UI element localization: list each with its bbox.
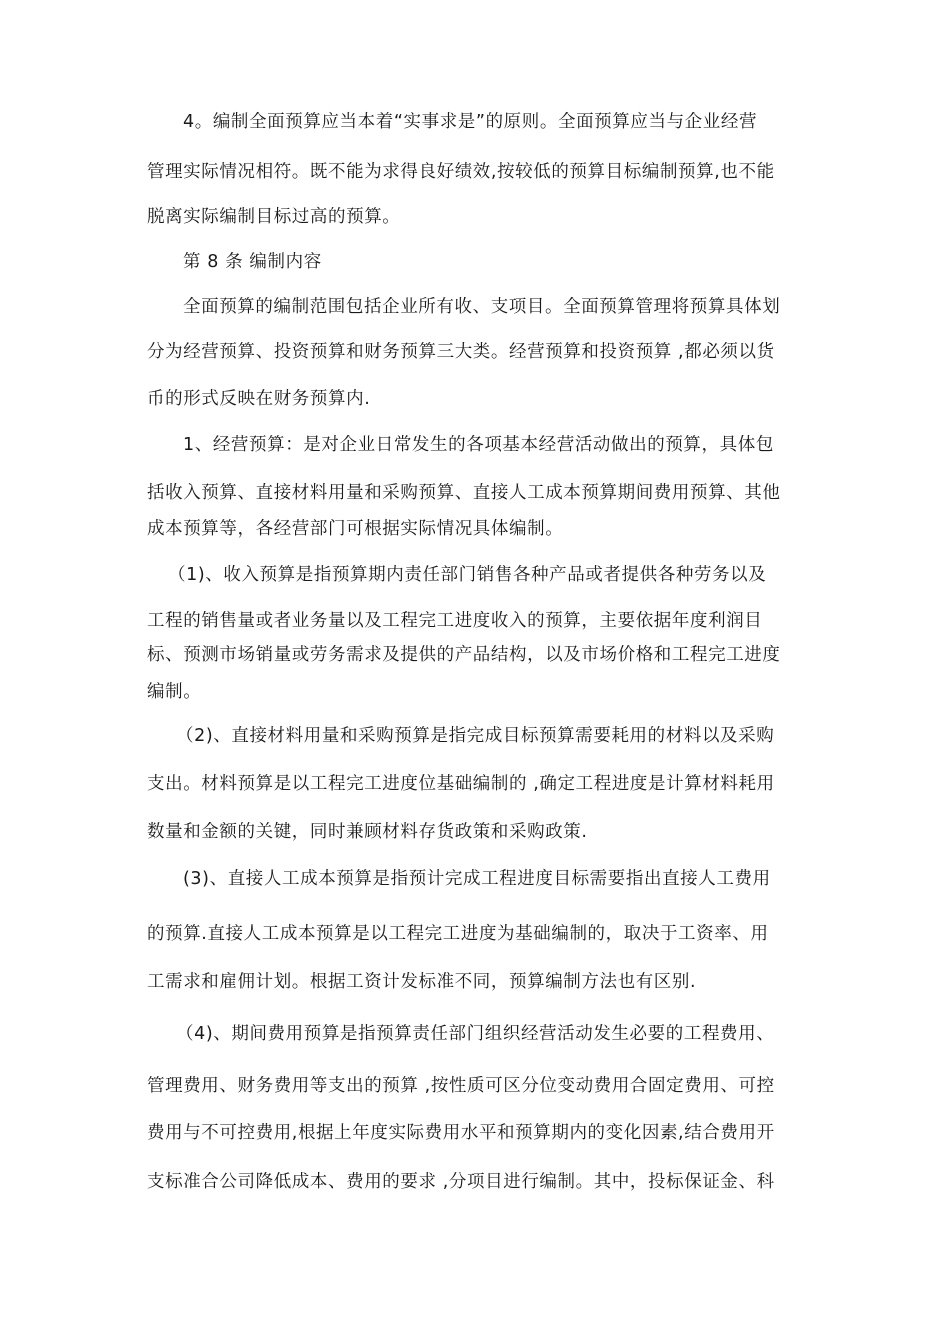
paragraph-line: 1、经营预算：是对企业日常发生的各项基本经营活动做出的预算，具体包: [183, 435, 774, 455]
paragraph-line: 括收入预算、直接材料用量和采购预算、直接人工成本预算期间费用预算、其他: [147, 483, 781, 503]
paragraph-line: 标、预测市场销量或劳务需求及提供的产品结构，以及市场价格和工程完工进度: [147, 645, 781, 665]
paragraph-line: 工程的销售量或者业务量以及工程完工进度收入的预算，主要依据年度利润目: [147, 611, 763, 631]
paragraph-line: (3)、直接人工成本预算是指预计完成工程进度目标需要指出直接人工费用: [183, 869, 771, 889]
paragraph-line: 成本预算等，各经营部门可根据实际情况具体编制。: [147, 519, 564, 539]
paragraph-line: 管理费用、财务费用等支出的预算 ,按性质可区分位变动费用合固定费用、可控: [147, 1076, 775, 1096]
paragraph-line: （2)、直接材料用量和采购预算是指完成目标预算需要耗用的材料以及采购: [176, 726, 775, 746]
paragraph-line: 脱离实际编制目标过高的预算。: [147, 207, 401, 227]
paragraph-line: 币的形式反映在财务预算内.: [147, 389, 371, 409]
paragraph-line: 分为经营预算、投资预算和财务预算三大类。经营预算和投资预算 ,都必须以货: [147, 342, 775, 362]
paragraph-line: （1)、收入预算是指预算期内责任部门销售各种产品或者提供各种劳务以及: [168, 565, 767, 585]
paragraph-line: 全面预算的编制范围包括企业所有收、支项目。全面预算管理将预算具体划: [183, 297, 781, 317]
paragraph-line: 管理实际情况相符。既不能为求得良好绩效,按较低的预算目标编制预算,也不能: [147, 162, 775, 182]
paragraph-line: 支出。材料预算是以工程完工进度位基础编制的 ,确定工程进度是计算材料耗用: [147, 774, 775, 794]
paragraph-line: 编制。: [147, 682, 202, 702]
paragraph-line: 的预算.直接人工成本预算是以工程完工进度为基础编制的，取决于工资率、用: [147, 924, 769, 944]
paragraph-line: （4)、期间费用预算是指预算责任部门组织经营活动发生必要的工程费用、: [176, 1024, 775, 1044]
paragraph-line: 数量和金额的关键，同时兼顾材料存货政策和采购政策.: [147, 822, 588, 842]
paragraph-line: 支标准合公司降低成本、费用的要求 ,分项目进行编制。其中，投标保证金、科: [147, 1172, 775, 1192]
paragraph-line: 4。编制全面预算应当本着“实事求是”的原则。全面预算应当与企业经营: [183, 112, 758, 132]
paragraph-line: 工需求和雇佣计划。根据工资计发标准不同，预算编制方法也有区别.: [147, 972, 697, 992]
paragraph-line: 费用与不可控费用,根据上年度实际费用水平和预算期内的变化因素,结合费用开: [147, 1123, 775, 1143]
article-heading: 第 8 条 编制内容: [183, 252, 322, 272]
